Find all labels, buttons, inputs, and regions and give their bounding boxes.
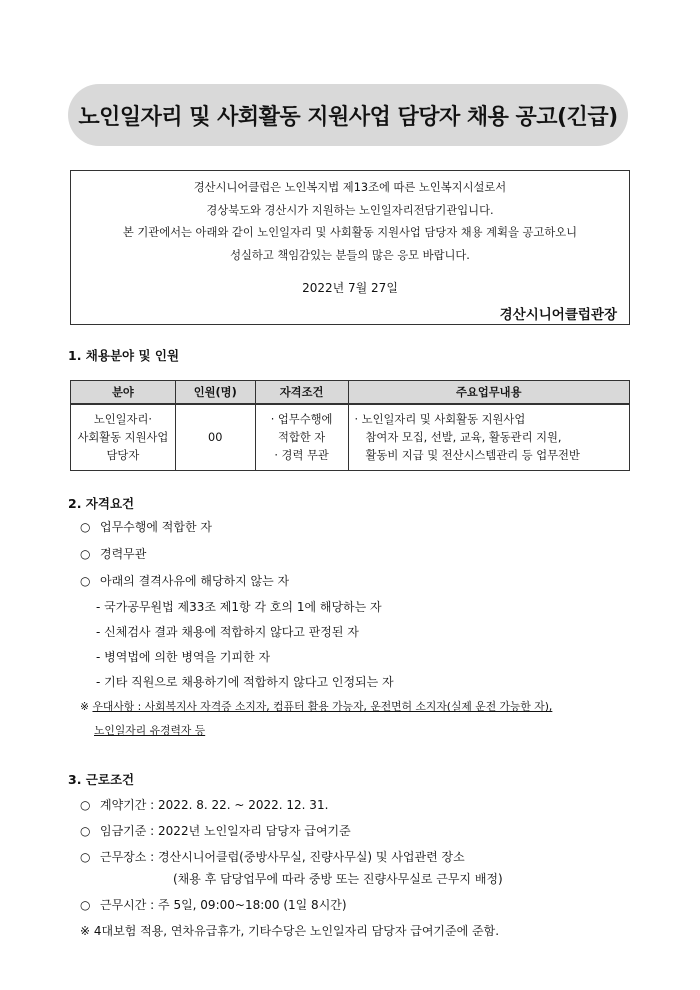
duties-line: 참여자 모집, 선발, 교육, 활동관리 지원, — [365, 430, 562, 444]
intro-box — [70, 170, 630, 325]
recruitment-table — [70, 380, 630, 471]
cell-field — [71, 404, 176, 471]
preference-note — [80, 699, 552, 714]
cell-qualification — [255, 404, 348, 471]
preference-note-continued — [94, 723, 205, 738]
circle-bullet-icon: ○ — [80, 850, 91, 864]
item-text: 근무시간 : 주 5일, 09:00~18:00 (1일 8시간) — [100, 898, 347, 912]
benefits-note: ※ 4대보험 적용, 연차유급휴가, 기타수당은 노인일자리 담당자 급여기준에 준함. — [80, 924, 500, 938]
circle-bullet-icon: ○ — [80, 898, 91, 912]
qualification-line: · 경력 무관 — [274, 448, 329, 462]
circle-bullet-icon: ○ — [80, 824, 91, 838]
table-row — [71, 404, 630, 471]
disqualification-item: - 국가공무원법 제33조 제1항 각 호의 1에 해당하는 자 — [96, 600, 382, 614]
intro-line: 성실하고 책임감있는 분들의 많은 응모 바랍니다. — [230, 248, 470, 262]
announcement-date: 2022년 7월 27일 — [302, 281, 398, 295]
title-banner — [68, 84, 628, 146]
header-duties: 주요업무내용 — [348, 381, 630, 405]
header-count: 인원(명) — [175, 381, 255, 405]
field-line: 노인일자리· — [93, 412, 152, 426]
circle-bullet-icon: ○ — [80, 798, 91, 812]
field-line: 사회활동 지원사업 — [77, 430, 169, 444]
section3-title: 3. 근로조건 — [68, 772, 135, 787]
item-text: 업무수행에 적합한 자 — [100, 520, 212, 534]
note-text: 노인일자리 유경력자 등 — [94, 724, 206, 737]
qualification-line: · 업무수행에 — [270, 412, 333, 426]
table-header-row — [71, 381, 630, 405]
organization-signature: 경산시니어클럽관장 — [499, 307, 617, 323]
section2-title: 2. 자격요건 — [68, 496, 135, 511]
note-text: 우대사항 : 사회복지사 자격증 소지자, 컴퓨터 활용 가능자, 운전면허 소지자(실제 운전 가능한 자), — [92, 700, 553, 713]
item-text: 임금기준 : 2022년 노인일자리 담당자 급여기준 — [100, 824, 351, 838]
header-qualification: 자격조건 — [255, 381, 348, 405]
field-line: 담당자 — [106, 448, 140, 462]
circle-bullet-icon: ○ — [80, 520, 91, 534]
item-text: 아래의 결격사유에 해당하지 않는 자 — [100, 574, 290, 588]
cell-count: 00 — [175, 404, 255, 471]
note-mark: ※ — [80, 700, 93, 713]
item-text: 근무장소 : 경산시니어클럽(중방사무실, 진량사무실) 및 사업관련 장소 — [100, 850, 465, 864]
intro-text — [71, 177, 629, 267]
list-item — [80, 822, 351, 839]
list-item — [80, 796, 328, 813]
qualification-line: 적합한 자 — [277, 430, 326, 444]
list-item — [80, 572, 289, 589]
duties-line: · 노인일자리 및 사회활동 지원사업 — [354, 412, 526, 426]
item-text: 계약기간 : 2022. 8. 22. ~ 2022. 12. 31. — [100, 798, 329, 812]
disqualification-item: - 기타 직원으로 채용하기에 적합하지 않다고 인정되는 자 — [96, 675, 394, 689]
intro-line: 경산시니어클럽은 노인복지법 제13조에 따른 노인복지시설로서 — [193, 181, 507, 194]
place-continued: (채용 후 담당업무에 따라 중방 또는 진량사무실로 근무지 배정) — [173, 872, 503, 886]
list-item — [80, 896, 347, 913]
cell-duties — [348, 404, 630, 471]
list-item — [80, 545, 146, 562]
intro-line: 본 기관에서는 아래와 같이 노인일자리 및 사회활동 지원사업 담당자 채용 계획을 공고하오니 — [122, 226, 578, 239]
disqualification-item: - 신체검사 결과 채용에 적합하지 않다고 판정된 자 — [96, 625, 359, 639]
header-field: 분야 — [71, 381, 176, 405]
circle-bullet-icon: ○ — [80, 574, 91, 588]
list-item — [80, 848, 465, 865]
circle-bullet-icon: ○ — [80, 547, 91, 561]
section1-title: 1. 채용분야 및 인원 — [68, 348, 180, 363]
item-text: 경력무관 — [100, 547, 147, 561]
intro-line: 경상북도와 경산시가 지원하는 노인일자리전담기관입니다. — [206, 203, 494, 217]
page-title: 노인일자리 및 사회활동 지원사업 담당자 채용 공고(긴급) — [78, 104, 618, 130]
disqualification-item: - 병역법에 의한 병역을 기피한 자 — [96, 650, 271, 664]
duties-line: 활동비 지급 및 전산시스템관리 등 업무전반 — [365, 448, 580, 462]
list-item — [80, 518, 212, 535]
